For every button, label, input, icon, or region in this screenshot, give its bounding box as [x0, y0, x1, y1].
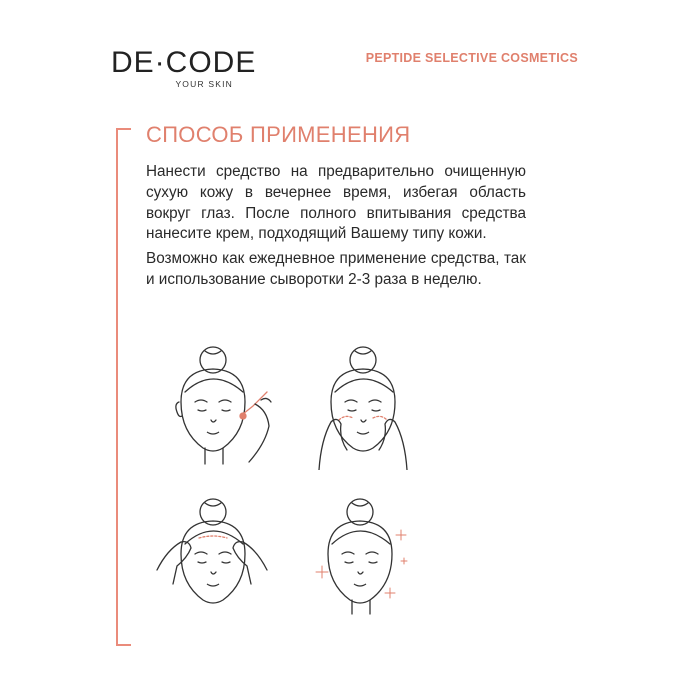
step-forehead-massage-illustration	[155, 492, 285, 622]
instruction-paragraph-2: Возможно как ежедневное применение средства, так и использование сыворотки 2-3 раза в неделю.	[146, 250, 526, 288]
accent-bracket	[116, 128, 131, 646]
step-glowing-skin-illustration	[310, 492, 420, 617]
brand-logo	[111, 46, 257, 89]
usage-instructions	[146, 162, 526, 295]
logo-wordmark: DE·CODE	[111, 46, 257, 79]
section-title: СПОСОБ ПРИМЕНЕНИЯ	[146, 122, 411, 147]
step-dropper-illustration	[165, 340, 285, 470]
step-cheeks-massage-illustration	[315, 340, 435, 470]
instruction-paragraph-1: Нанести средство на предварительно очищенную сухую кожу в вечернее время, избегая область вокруг глаз. После полного впитывания средства нанесите крем, подходящий Вашему типу кожи.	[146, 163, 526, 243]
brand-tagline: PEPTIDE SELECTIVE COSMETICS	[365, 51, 578, 65]
logo-tagline: YOUR SKIN	[175, 79, 233, 89]
